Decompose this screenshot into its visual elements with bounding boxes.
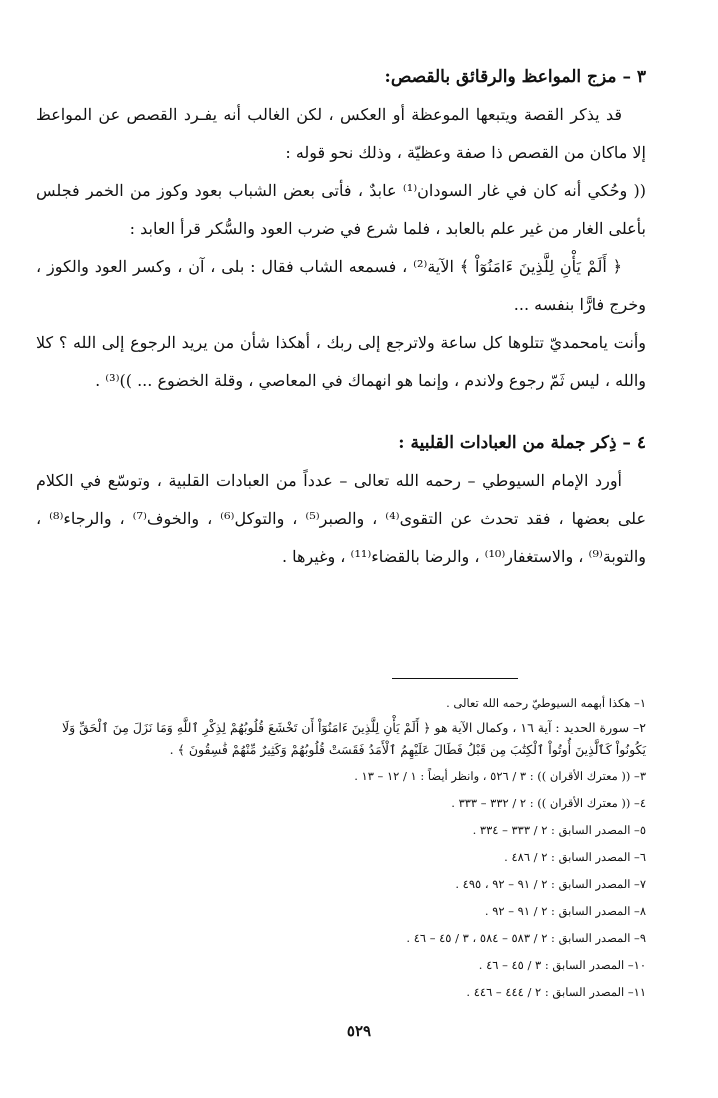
footnote: ٨– المصدر السابق : ٢ / ٩١ – ٩٢ . <box>484 904 646 918</box>
footnote: ١٠– المصدر السابق : ٣ / ٤٥ – ٤٦ . <box>478 958 646 972</box>
main-text <box>36 58 646 576</box>
footnote: ٥– المصدر السابق : ٢ / ٣٣٣ – ٣٣٤ . <box>472 823 646 837</box>
footnote: ٢– سورة الحديد : آية ١٦ ، وكمال الآية هو ﴿ أَلَمْ يَأْنِ لِلَّذِينَ ءَامَنُوٓاْ أَن تَخْشَعَ قُلُوبُهُمْ لِذِكْرِ ٱللَّهِ وَمَا نَزَلَ مِنَ ٱلْحَقِّ وَلَا يَكُونُواْ كَٱلَّذِينَ أُوتُواْ ٱلْكِتَٰبَ مِن قَبْلُ فَطَالَ عَلَيْهِمُ ٱلْأَمَدُ فَقَسَتْ قُلُوبُهُمْ وَكَثِيرٌ مِّنْهُمْ فَٰسِقُونَ ﴾ . <box>61 720 646 757</box>
footnote: ٧– المصدر السابق : ٢ / ٩١ – ٩٢ ، ٤٩٥ . <box>455 877 646 891</box>
section-heading-3: ٣ – مزج المواعظ والرقائق بالقصص: <box>384 67 646 87</box>
footnotes <box>36 690 646 1006</box>
paragraph: وأنت يامحمديّ تتلوها كل ساعة ولاترجع إلى ربك ، أهكذا شأن من يريد الرجوع إلى الله ؟ كلا والله ، ليس ثَمّ رجوع ولاندم ، وإنما هو انهماك في المعاصي ، وقلة الخضوع ... ))⁽³⁾ . <box>36 333 646 390</box>
footnote: ٩– المصدر السابق : ٢ / ٥٨٣ – ٥٨٤ ، ٣ / ٤٥ – ٤٦ . <box>406 931 646 945</box>
footnote: ١– هكذا أبهمه السيوطيّ رحمه الله تعالى . <box>446 696 646 710</box>
paragraph: أورد الإمام السيوطي – رحمه الله تعالى – عدداً من العبادات القلبية ، وتوسّع في الكلام على بعضها ، فقد تحدث عن التقوى⁽⁴⁾ ، والصبر⁽⁵⁾ ، والتوكل⁽⁶⁾ ، والخوف⁽⁷⁾ ، والرجاء⁽⁸⁾ ، والتوبة⁽⁹⁾ ، والاستغفار⁽¹⁰⁾ ، والرضا بالقضاء⁽¹¹⁾ ، وغيرها . <box>36 471 646 566</box>
paragraph: (( وحُكي أنه كان في غار السودان⁽¹⁾ عابدٌ ، فأتى بعض الشباب بعود وكوز من الخمر فجلس بأعلى الغار من غير علم بالعابد ، فلما شرع في ضرب العود والسُّكر قرأ العابد : <box>36 181 647 238</box>
footnote: ٤– (( معترك الأقران )) : ٢ / ٣٣٢ – ٣٣٣ . <box>451 796 646 810</box>
footnote-divider <box>392 678 518 679</box>
paragraph: قد يذكر القصة ويتبعها الموعظة أو العكس ، لكن الغالب أنه يفـرد القصص عن المواعظ إلا ماكان من القصص ذا صفة وعظيّة ، وذلك نحو قوله : <box>36 105 646 162</box>
page-number: ٥٢٩ <box>346 1022 372 1040</box>
footnote: ٦– المصدر السابق : ٢ / ٤٨٦ . <box>504 850 646 864</box>
section-heading-4: ٤ – ذِكر جملة من العبادات القلبية : <box>398 433 646 453</box>
footnote: ١١– المصدر السابق : ٢ / ٤٤٤ – ٤٤٦ . <box>466 985 646 999</box>
footnote: ٣– (( معترك الأقران )) : ٣ / ٥٢٦ ، وانظر أيضاً : ١ / ١٢ – ١٣ . <box>354 769 646 783</box>
paragraph: ﴿ أَلَمْ يَأْنِ لِلَّذِينَ ءَامَنُوٓاْ ﴾ الآية⁽²⁾ ، فسمعه الشاب فقال : بلى ، آن ، وكسر العود والكوز ، وخرج فارًّا بنفسه ... <box>36 257 646 314</box>
